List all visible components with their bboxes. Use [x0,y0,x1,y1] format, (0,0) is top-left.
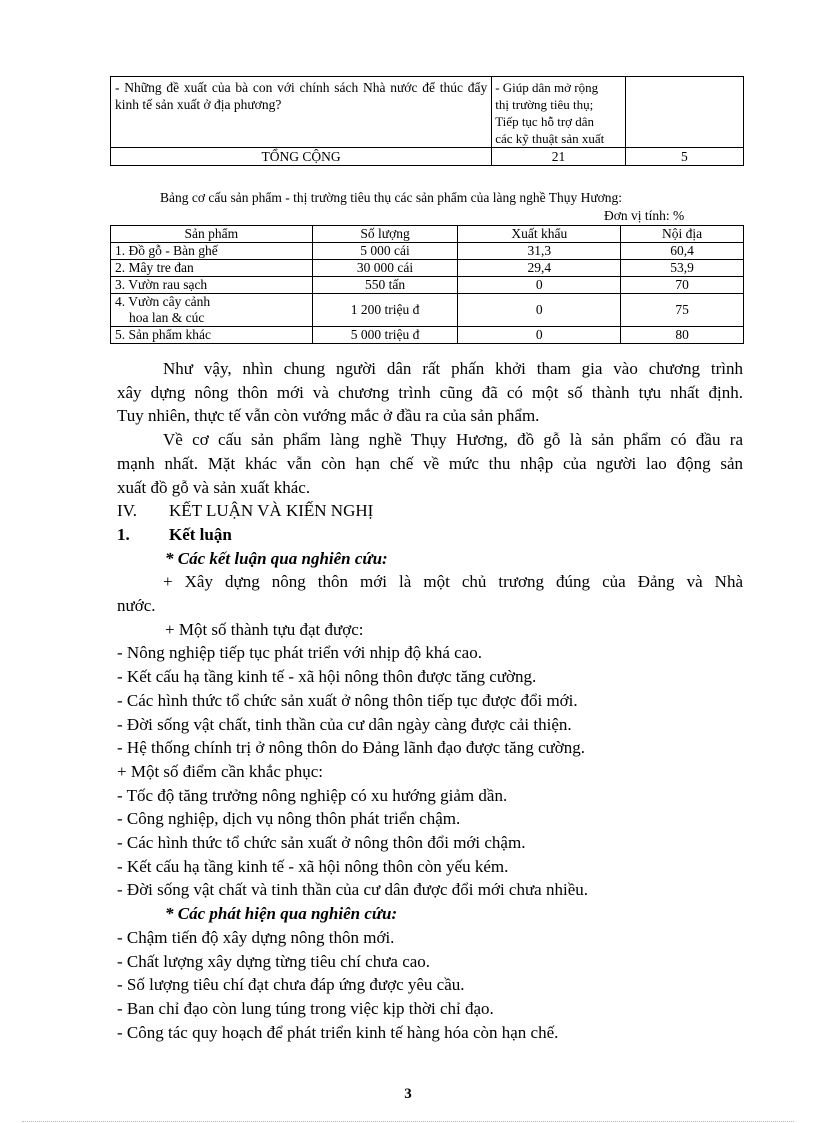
product-line: 4. Vườn cây cảnh [115,294,211,309]
product-cell: 3. Vườn rau sạch [111,277,313,294]
answer-cell [492,77,625,148]
export-cell: 0 [458,277,621,294]
list-item: - Kết cấu hạ tầng kinh tế - xã hội nông thôn được tăng cường. [117,667,537,687]
table-caption: Bảng cơ cấu sản phẩm - thị trường tiêu thụ các sản phẩm của làng nghề Thụy Hương: [160,190,623,205]
product-cell [111,294,313,327]
list-item: - Các hình thức tổ chức sản xuất ở nông thôn tiếp tục được đổi mới. [117,690,578,710]
subsection-heading [117,523,743,547]
export-cell: 0 [458,327,621,344]
list-item: - Tốc độ tăng trưởng nông nghiệp có xu hướng giảm dần. [117,785,508,805]
product-cell: 1. Đồ gỗ - Bàn ghế [111,243,313,260]
list-item: - Các hình thức tổ chức sản xuất ở nông thôn đổi mới chậm. [117,833,526,853]
section-title: KẾT LUẬN VÀ KIẾN NGHỊ [169,501,374,521]
export-cell: 31,3 [458,243,621,260]
section-number: IV. [117,501,137,521]
quantity-cell: 550 tấn [312,277,458,294]
quantity-cell: 5 000 triệu đ [312,327,458,344]
list-item: - Chậm tiến độ xây dựng nông thôn mới. [117,927,395,947]
list-item: - Chất lượng xây dựng từng tiêu chí chưa cao. [117,951,431,971]
question-cell: - Những đề xuất của bà con với chính sách Nhà nước để thúc đẩy kinh tế sản xuất ở địa phương? [111,77,492,148]
list-item: - Đời sống vật chất và tinh thần của cư dân được đổi mới chưa nhiều. [117,880,588,900]
domestic-cell: 60,4 [621,243,744,260]
total-row [111,148,744,166]
page-number: 3 [404,1086,412,1102]
domestic-cell: 53,9 [621,260,744,277]
column-header: Sản phẩm [111,226,313,243]
paragraph-line: xuất đồ gỗ và sản xuất khác. [117,477,311,497]
page-bottom-divider [22,1121,794,1122]
list-item: - Công tác quy hoạch để phát triển kinh tế hàng hóa còn hạn chế. [117,1022,559,1042]
quantity-cell: 30 000 cái [312,260,458,277]
section-heading [117,499,743,523]
table-row [111,327,744,344]
empty-cell [625,77,743,148]
product-cell: 2. Mây tre đan [111,260,313,277]
column-header: Nội địa [621,226,744,243]
product-line: hoa lan & cúc [129,310,205,325]
list-item: - Số lượng tiêu chí đạt chưa đáp ứng được yêu cầu. [117,975,465,995]
list-item: - Công nghiệp, dịch vụ nông thôn phát triển chậm. [117,809,461,829]
proposal-table [110,76,744,166]
total-label: TỔNG CỘNG [111,148,492,166]
achievements-heading: + Một số thành tựu đạt được: [165,619,364,639]
list-item: - Ban chỉ đạo còn lung túng trong việc kịp thời chỉ đạo. [117,998,494,1018]
product-cell: 5. Sản phẩm khác [111,327,313,344]
paragraph-line: Tuy nhiên, thực tế vẫn còn vướng mắc ở đầu ra của sản phẩm. [117,406,540,426]
product-table [110,225,744,344]
list-item: - Hệ thống chính trị ở nông thôn do Đảng lãnh đạo được tăng cường. [117,738,585,758]
answer-line: thị trường tiêu thụ; [495,97,594,112]
subsection-number: 1. [117,524,130,544]
subsection-title: Kết luận [169,524,232,544]
conclusions-heading: * Các kết luận qua nghiên cứu: [165,548,388,568]
table-row [111,77,744,148]
paragraph-line: Về cơ cấu sản phẩm làng nghề Thụy Hương, đồ gỗ là sản phẩm có đầu ra [163,430,743,450]
domestic-cell: 70 [621,277,744,294]
list-item: - Nông nghiệp tiếp tục phát triển với nhịp độ khá cao. [117,643,482,663]
answer-line: các kỹ thuật sản xuất [495,131,605,146]
table-row [111,294,744,327]
paragraph-line: + Xây dựng nông thôn mới là một chủ trương đúng của Đảng và Nhà [163,572,743,592]
column-header: Xuất khẩu [458,226,621,243]
quantity-cell: 1 200 triệu đ [312,294,458,327]
domestic-cell: 80 [621,327,744,344]
findings-heading: * Các phát hiện qua nghiên cứu: [165,904,398,924]
answer-line: Tiếp tục hỗ trợ dân [495,114,595,129]
header-row [111,226,744,243]
export-cell: 0 [458,294,621,327]
table-row [111,260,744,277]
table-row [111,243,744,260]
total-value-2: 5 [625,148,743,166]
quantity-cell: 5 000 cái [312,243,458,260]
body-text [117,357,743,1044]
paragraph-line: xây dựng nông thôn mới và chương trình cũng đã có một số thành tựu nhất định. [117,382,743,402]
total-value-1: 21 [492,148,625,166]
paragraph-line: nước. [117,596,156,616]
list-item: - Đời sống vật chất, tinh thần của cư dân ngày càng được cải thiện. [117,714,572,734]
table-unit: Đơn vị tính: % [604,208,685,223]
export-cell: 29,4 [458,260,621,277]
answer-line: - Giúp dân mở rộng [495,80,599,95]
shortcomings-heading: + Một số điểm cần khắc phục: [117,761,323,781]
domestic-cell: 75 [621,294,744,327]
table-row [111,277,744,294]
paragraph-line: mạnh nhất. Mặt khác vẫn còn hạn chế về mức thu nhập của người lao động sản [117,453,743,473]
list-item: - Kết cấu hạ tầng kinh tế - xã hội nông thôn còn yếu kém. [117,856,509,876]
column-header: Số lượng [312,226,458,243]
paragraph-line: Như vậy, nhìn chung người dân rất phấn khởi tham gia vào chương trình [163,359,743,378]
